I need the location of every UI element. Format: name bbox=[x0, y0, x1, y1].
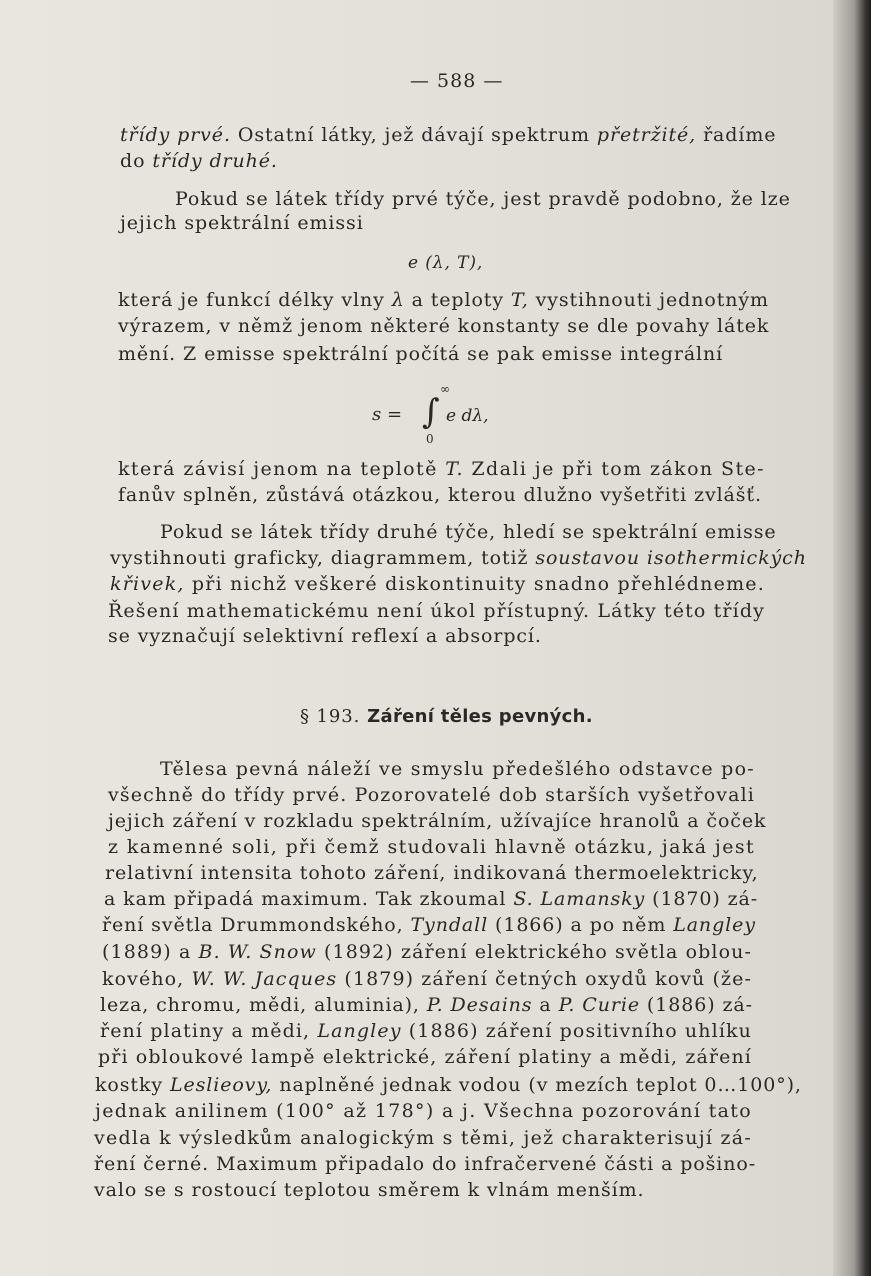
text-line bbox=[118, 343, 723, 365]
text-run: při obloukové lampě elektrické, záření platiny a mědi, záření bbox=[98, 1046, 752, 1068]
text-run: Ostatní látky, jež dávají spektrum bbox=[230, 124, 597, 146]
text-line bbox=[110, 573, 765, 595]
text-run: do bbox=[120, 150, 153, 172]
text-run: která je funkcí délky vlny bbox=[118, 289, 392, 311]
text-run: jednak anilinem (100° až 178°) a j. Všechna pozorování tato bbox=[95, 1100, 752, 1122]
text-run: leza, chromu, mědi, aluminia), bbox=[100, 994, 427, 1016]
text-run: a bbox=[532, 994, 559, 1016]
integral-lhs: s = bbox=[372, 404, 403, 425]
text-line bbox=[105, 862, 759, 884]
text-run: naplněné jednak vodou (v mezích teplot 0…100°), bbox=[272, 1074, 802, 1096]
text-line bbox=[118, 458, 765, 480]
text-run: ření světla Drummondského, bbox=[102, 914, 411, 936]
italic-text: P. Desains bbox=[426, 994, 533, 1016]
text-run: Pokud se látek třídy prvé týče, jest pravdě podobno, že lze bbox=[175, 188, 791, 210]
text-line bbox=[102, 968, 752, 990]
text-run: a kam připadá maximum. Tak zkoumal bbox=[104, 888, 514, 910]
text-run: jejich záření v rozkladu spektrálním, užívajíce hranolů a čoček bbox=[108, 810, 767, 832]
text-run: všechně do třídy prvé. Pozorovatelé dob starších vyšetřovali bbox=[108, 784, 755, 806]
text-run: (1870) zá- bbox=[645, 888, 759, 910]
text-run: mění. Z emisse spektrální počítá se pak emisse integrální bbox=[118, 343, 724, 365]
text-run: valo se s rostoucí teplotou směrem k vlnám menším. bbox=[94, 1179, 645, 1201]
text-line bbox=[118, 484, 762, 506]
text-run: vystihnouti jednotným bbox=[528, 289, 769, 311]
text-line bbox=[160, 521, 777, 543]
text-run: z kamenné soli, při čemž studovali hlavně otázku, jaká jest bbox=[108, 836, 755, 858]
text-line bbox=[94, 1127, 752, 1149]
text-line bbox=[175, 188, 791, 210]
text-run: jejich spektrální emissi bbox=[120, 212, 364, 234]
text-run: ření černé. Maximum připadalo do infračervené části a pošino- bbox=[94, 1153, 757, 1175]
text-run: při nichž veškeré diskontinuity snadno přehlédneme. bbox=[184, 573, 766, 595]
text-run: kového, bbox=[102, 968, 192, 990]
integral-upper-limit: ∞ bbox=[440, 382, 450, 396]
text-run: (1866) a po něm bbox=[488, 914, 674, 936]
formula-emission: e (λ, T), bbox=[408, 253, 484, 273]
italic-text: třídy prvé. bbox=[120, 124, 231, 146]
text-line bbox=[108, 625, 542, 647]
italic-text: Tyndall bbox=[410, 914, 489, 936]
text-run: výrazem, v němž jenom některé konstanty se dle povahy látek bbox=[118, 315, 770, 337]
text-line bbox=[102, 914, 756, 936]
text-line bbox=[108, 836, 755, 858]
text-run: (1879) záření četných oxydů kovů (že- bbox=[337, 968, 752, 990]
italic-text: S. Lamansky bbox=[513, 888, 646, 910]
text-line bbox=[120, 212, 364, 234]
section-heading bbox=[300, 705, 593, 728]
text-line bbox=[98, 1046, 752, 1068]
italic-text: P. Curie bbox=[558, 994, 640, 1016]
text-run: Pokud se látek třídy druhé týče, hledí se spektrální emisse bbox=[160, 521, 777, 543]
text-line bbox=[94, 1153, 756, 1175]
text-run: která závisí jenom na teplotě bbox=[118, 458, 446, 480]
text-line bbox=[95, 1074, 802, 1096]
text-run: (1886) záření positivního uhlíku bbox=[401, 1020, 752, 1042]
formula-integral bbox=[372, 382, 489, 448]
text-run: Řešení mathematickému není úkol přístupný. Látky této třídy bbox=[108, 600, 765, 622]
text-line bbox=[95, 1100, 752, 1122]
text-run: vedla k výsledkům analogickým s těmi, jež charakterisují zá- bbox=[94, 1127, 752, 1149]
text-run: řadíme bbox=[696, 124, 777, 146]
italic-text: λ bbox=[391, 289, 405, 311]
italic-text: Langley bbox=[673, 914, 756, 936]
text-run: a teploty bbox=[404, 289, 511, 311]
integral-sign: ∫ bbox=[422, 392, 440, 432]
section-number: § 193. bbox=[300, 706, 361, 727]
text-line bbox=[102, 941, 752, 963]
text-line bbox=[118, 289, 769, 311]
integral-lower-limit: 0 bbox=[426, 432, 434, 446]
italic-text: Leslieovy, bbox=[169, 1074, 273, 1096]
italic-text: soustavou isothermických bbox=[535, 547, 807, 569]
text-run: fanův splněn, zůstává otázkou, kterou dlužno vyšetřiti zvlášť. bbox=[118, 484, 762, 506]
italic-text: W. W. Jacques bbox=[191, 968, 338, 990]
text-line bbox=[160, 758, 755, 780]
text-line bbox=[94, 1179, 644, 1201]
italic-text: B. W. Snow bbox=[198, 941, 317, 963]
text-line bbox=[118, 315, 769, 337]
page-number: — 588 — bbox=[410, 70, 504, 92]
text-line bbox=[100, 994, 753, 1016]
text-run: Zdali je při tom zákon Ste- bbox=[463, 458, 765, 480]
text-line bbox=[108, 810, 766, 832]
text-line bbox=[100, 1020, 752, 1042]
text-line bbox=[108, 784, 755, 806]
text-line bbox=[104, 888, 758, 910]
text-run: (1889) a bbox=[102, 941, 199, 963]
italic-text: Langley bbox=[317, 1020, 402, 1042]
italic-text: T, bbox=[510, 289, 529, 311]
text-run: vystihnouti graficky, diagrammem, totiž bbox=[110, 547, 536, 569]
italic-text: přetržité, bbox=[596, 124, 697, 146]
section-title: Záření těles pevných. bbox=[367, 706, 593, 727]
text-run: se vyznačují selektivní reflexí a absorpcí. bbox=[108, 625, 542, 647]
text-line bbox=[120, 150, 278, 172]
italic-text: třídy druhé. bbox=[152, 150, 278, 172]
text-run: kostky bbox=[95, 1074, 170, 1096]
book-spine-shadow bbox=[833, 0, 871, 1276]
text-line bbox=[110, 547, 807, 569]
text-run: relativní intensita tohoto záření, indikovaná thermoelektricky, bbox=[105, 862, 759, 884]
text-line bbox=[108, 600, 765, 622]
text-run: (1892) záření elektrického světla oblou- bbox=[316, 941, 752, 963]
text-run: ření platiny a mědi, bbox=[100, 1020, 318, 1042]
text-run: (1886) zá- bbox=[639, 994, 753, 1016]
integral-integrand: e dλ, bbox=[446, 406, 489, 426]
text-run: Tělesa pevná náleží ve smyslu předešlého odstavce po- bbox=[160, 758, 755, 780]
text-line bbox=[120, 124, 776, 146]
italic-text: T. bbox=[445, 458, 464, 480]
italic-text: křivek, bbox=[110, 573, 185, 595]
